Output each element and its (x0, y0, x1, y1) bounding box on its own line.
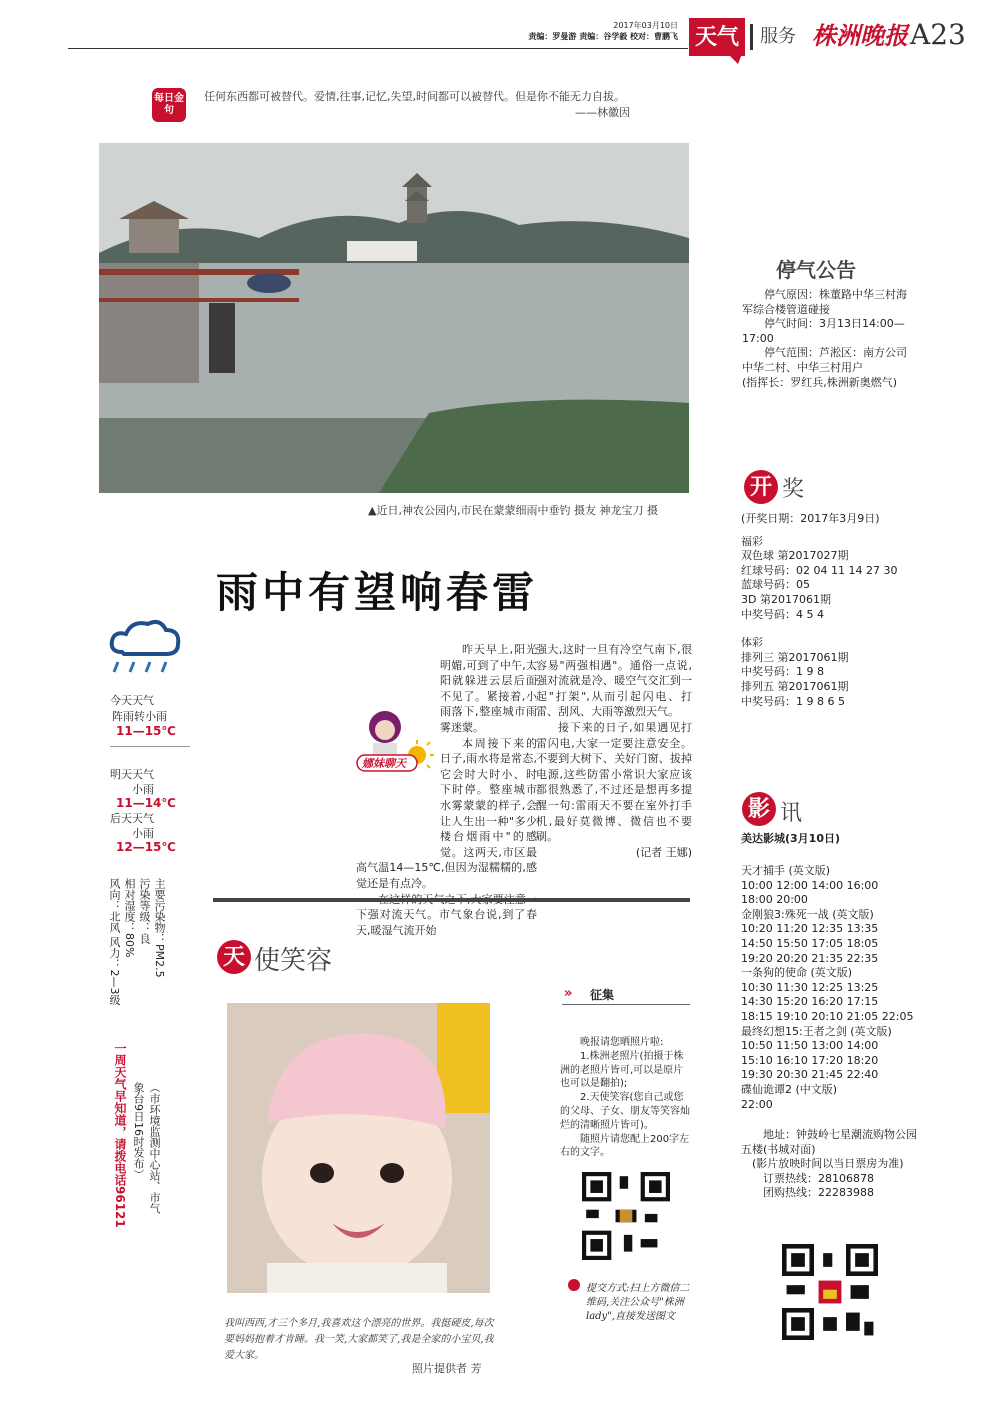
column-logo-text: 娜妹聊天 (362, 757, 406, 770)
cinema-qr-code-icon (782, 1244, 878, 1340)
movie-2-times: 10:20 11:20 12:35 13:35 (741, 922, 879, 936)
section-divider (213, 898, 690, 902)
outage-contact: (指挥长：罗红兵,株洲新奥燃气) (742, 375, 898, 389)
source-line-1: （市环境监测中心站、市气 (148, 1082, 161, 1214)
lottery-ssq: 双色球 第2017027期 (741, 549, 849, 563)
dot-icon (567, 1278, 581, 1292)
outage-body (742, 288, 912, 390)
movie-1-times: 18:00 20:00 (741, 893, 808, 907)
outage-title: 停气公告 (776, 258, 856, 282)
article-para: 下强对流天气。市气象台说,到了春天,暖湿气流开始 (356, 908, 537, 937)
movies-title: 讯 (780, 801, 803, 826)
today-desc: 阵雨转小雨 (112, 710, 167, 723)
humidity: 相对湿度：80% (123, 878, 136, 958)
after-desc: 小雨 (132, 827, 154, 840)
paper-logo: 株洲晚报 (812, 21, 908, 50)
header-date: 2017年03月10日 (613, 21, 678, 30)
lottery-p5-num: 中奖号码：1 9 8 6 5 (741, 694, 845, 708)
header-separator (750, 24, 753, 50)
movie-3-name: 一条狗的使命 (英文版) (741, 966, 853, 980)
zhengji-arrow-icon: » (564, 986, 573, 1001)
source-line-2: 象台9日16时发布） (132, 1082, 145, 1180)
header-meta (528, 20, 678, 42)
baby-caption: 我叫西西,才三个多月,我喜欢这个漂亮的世界。我挺硬皮,每次要妈妈抱着才肯睡。我一笑,大家都笑了,我是全家的小宝贝,我爱大家。 (224, 1318, 494, 1361)
after-temp: 12—15℃ (116, 840, 176, 854)
zhengji-item-2: 2.天使笑容(您自己或您的父母、子女、朋友等笑容灿烂的清晰照片皆可)。 (560, 1092, 690, 1131)
zhengji-item-3: 随照片请您配上200字左右的文字。 (560, 1133, 690, 1159)
article-para: 本周接下来的日子,雨水将是常态,它会时大时小、时下时停。整座城市水雾蒙蒙的样子,会让人生出一种"多少楼台烟雨中"的感觉。这两天,市区最高气温14—15℃,但因为湿糯糯的,感觉还是有点冷。 (356, 736, 537, 890)
booking-hotline: 订票热线：28106878 (763, 1171, 874, 1185)
header-rule (68, 48, 688, 49)
lottery-ticai: 体彩 (741, 636, 763, 650)
lottery-body (741, 512, 921, 709)
air-pollutant: 主要污染物：PM2.5 (153, 878, 166, 978)
movie-4-times: 19:30 20:30 21:45 22:40 (741, 1068, 879, 1082)
lottery-title: 奖 (782, 477, 805, 502)
wind: 风向：北风 风力：2—3级 (108, 878, 121, 1006)
angel-badge: 天 (217, 940, 251, 974)
rain-cloud-icon (104, 616, 184, 680)
movies-cinema: 美达影城(3月10日) (741, 832, 841, 845)
weather-divider (110, 746, 190, 747)
movie-4-times: 10:50 11:50 13:00 14:00 (741, 1039, 879, 1053)
page-number: A23 (910, 18, 966, 51)
outage-time: 停气时间：3月13日14:00—17:00 (742, 317, 905, 345)
quote-badge: 每日金句 (152, 88, 186, 122)
zhengji-text (560, 1036, 690, 1160)
lake-photo (99, 143, 689, 493)
quote-text: 任何东西都可被替代。爱情,往事,记忆,失望,时间都可以被替代。但是你不能无力自拔。 (204, 90, 625, 103)
movie-3-times: 10:30 11:30 12:25 13:25 (741, 980, 879, 994)
cinema-note: (影片放映时间以当日票房为准) (752, 1157, 904, 1171)
zhengji-item-1: 1.株洲老照片(拍摄于株洲的老照片皆可,可以是原片也可以是翻拍); (560, 1050, 684, 1090)
section-tag: 天气 (689, 18, 745, 56)
article-col-2 (536, 642, 692, 860)
zhengji-submit: 提交方式:扫上方微信二维码,关注公众号"株洲lady",直接发送图文 (586, 1283, 690, 1322)
outage-reason: 停气原因：株董路中华三村海军综合楼管道碰接 (742, 288, 907, 316)
header-editors: 责编：罗曼游 责编：谷学毅 校对：曹鹏飞 (528, 32, 678, 41)
quote-author: ——林徽因 (575, 106, 630, 119)
movie-2-times: 14:50 15:50 17:05 18:05 (741, 936, 879, 950)
movies-badge: 影 (742, 792, 776, 826)
tomorrow-label: 明天天气 (110, 768, 154, 781)
baby-image (227, 1003, 490, 1293)
tag-tail (728, 54, 742, 64)
movie-4-times: 15:10 16:10 17:20 18:20 (741, 1053, 879, 1067)
movie-3-times: 14:30 15:20 16:20 17:15 (741, 995, 879, 1009)
lottery-3d: 3D 第2017061期 (741, 592, 831, 606)
lottery-badge: 开 (744, 470, 778, 504)
lottery-blue: 蓝球号码：05 (741, 578, 810, 592)
lottery-p5: 排列五 第2017061期 (741, 679, 849, 693)
qr-code-icon (582, 1172, 670, 1260)
group-hotline: 团购热线：22283988 (763, 1186, 874, 1200)
movie-2-name: 金刚狼3:殊死一战 (英文版) (741, 907, 874, 921)
logo-float-space (356, 704, 440, 846)
movie-4-name: 最终幻想15:王者之剑 (英文版) (741, 1024, 892, 1038)
tomorrow-temp: 11—14℃ (116, 796, 176, 810)
lottery-p3: 排列三 第2017061期 (741, 650, 849, 664)
tomorrow-desc: 小雨 (132, 783, 154, 796)
section-service: 服务 (760, 26, 796, 47)
lottery-fucai: 福彩 (741, 534, 763, 548)
movie-5-times: 22:00 (741, 1097, 773, 1111)
article-para: 昨天早上,阳光明媚,可到了中午,太阳就躲进云层后面不见了。紧接着,小雨落下,整座城市雨雾迷蒙。 (440, 643, 537, 734)
lottery-3d-num: 中奖号码：4 5 4 (741, 607, 824, 621)
article-para: 强大,这时一旦有冷空气南下,很容易"两强相遇"。通俗一点说,强对流就是冷、暖空气交汇到一起"打架",从而引起闪电、打雷、刮风、大雨等激烈天气。 (536, 643, 692, 719)
after-label: 后天天气 (110, 812, 154, 825)
article-para: 接下来的日子,如果遇见打雷闪电,大家一定要注意安全。不要到大树下、关好门窗、拔掉电源,这些防雷小常识大家应该都很熟悉了,不过还是想再多提醒一句:雷雨天不要在室外打手机,最好莫微博、微信也不要刷。 (536, 720, 692, 844)
baby-photo (227, 1003, 490, 1293)
air-level: 污染等级：良 (138, 878, 151, 944)
headline: 雨中有望响春雷 (216, 568, 539, 617)
today-temp: 11—15℃ (116, 724, 176, 738)
zhengji-rule (562, 1004, 690, 1005)
cinema-address: 地址：钟鼓岭七星潮流购物公园五楼(书城对面) (741, 1128, 917, 1156)
outage-range: 停气范围：芦淞区：南方公司中华二村、中华三村用户 (742, 346, 907, 374)
baby-credit: 照片提供者 芳 (412, 1362, 482, 1375)
zhengji-intro: 晚报请您晒照片啦: (580, 1037, 664, 1048)
lottery-red: 红球号码：02 04 11 14 27 30 (741, 563, 898, 577)
movie-3-times: 18:15 19:10 20:10 21:05 22:05 (741, 1009, 914, 1023)
angel-title: 使笑容 (254, 946, 333, 976)
article-byline: (记者 王娜) (635, 845, 692, 859)
movie-1-name: 天才捕手 (英文版) (741, 864, 831, 877)
lottery-date: (开奖日期：2017年3月9日) (741, 512, 880, 525)
today-label: 今天天气 (110, 694, 154, 707)
movie-2-times: 19:20 20:20 21:35 22:35 (741, 951, 879, 965)
photo-caption: ▲近日,神农公园内,市民在蒙蒙细雨中垂钓 摄友 神龙宝刀 摄 (368, 504, 658, 517)
weather-hotline: 一周天气早知道，请拨电话96121 (113, 1042, 127, 1228)
lake-scene (99, 143, 689, 493)
article-col-1-full (356, 642, 537, 938)
movies-list (741, 864, 926, 1201)
movie-1-times: 10:00 12:00 14:00 16:00 (741, 878, 879, 892)
lottery-p3-num: 中奖号码：1 9 8 (741, 665, 824, 679)
zhengji-title: 征集 (590, 988, 615, 1002)
movie-5-name: 碟仙诡谭2 (中文版) (741, 1082, 838, 1096)
